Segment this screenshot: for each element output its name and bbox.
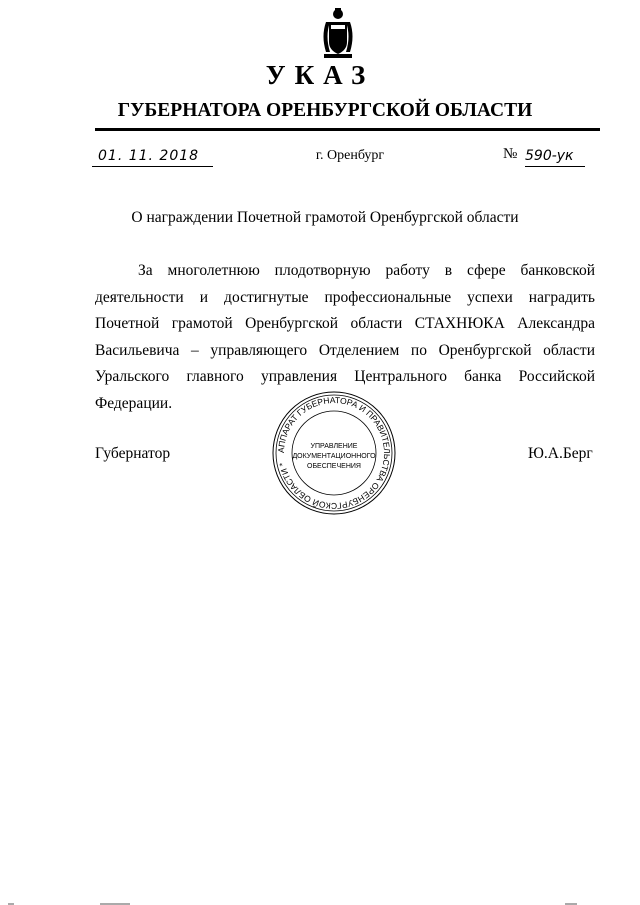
signatory-position: Губернатор xyxy=(95,445,171,462)
seal-center-line3: ОБЕСПЕЧЕНИЯ xyxy=(307,463,361,470)
official-seal-stamp xyxy=(271,390,397,516)
header-divider xyxy=(95,128,600,131)
document-heading: О награждении Почетной грамотой Оренбургской области xyxy=(131,209,519,226)
seal-ring-text: АППАРАТ ГУБЕРНАТОРА И ПРАВИТЕЛЬСТВА ОРЕНБУРГСКОЙ ОБЛАСТИ * xyxy=(275,394,393,512)
seal-center-line1: УПРАВЛЕНИЕ xyxy=(310,443,358,450)
document-date: 01. 11. 2018 xyxy=(92,146,213,167)
number-sign: № xyxy=(503,146,518,162)
seal-center-line2: ДОКУМЕНТАЦИОННОГО xyxy=(292,453,376,460)
document-city: г. Оренбург xyxy=(315,148,385,163)
document-type-title: УКАЗ xyxy=(265,60,375,90)
document-body: За многолетнюю плодотворную работу в сфере банковской деятельности и достигнутые профессиональные успехи наградить Почетной грамотой Оренбургской области СТАХНЮКА Александра Васильевича – управляющего Отделением по Оренбургской области Уральского главного управления Центрального банка Российской Федерации. xyxy=(95,262,595,412)
issuer-subtitle: ГУБЕРНАТОРА ОРЕНБУРГСКОЙ ОБЛАСТИ xyxy=(117,100,533,121)
document-number: 590-ук xyxy=(525,146,585,167)
coat-of-arms-icon xyxy=(318,8,358,60)
signatory-name: Ю.А.Берг xyxy=(528,445,593,462)
